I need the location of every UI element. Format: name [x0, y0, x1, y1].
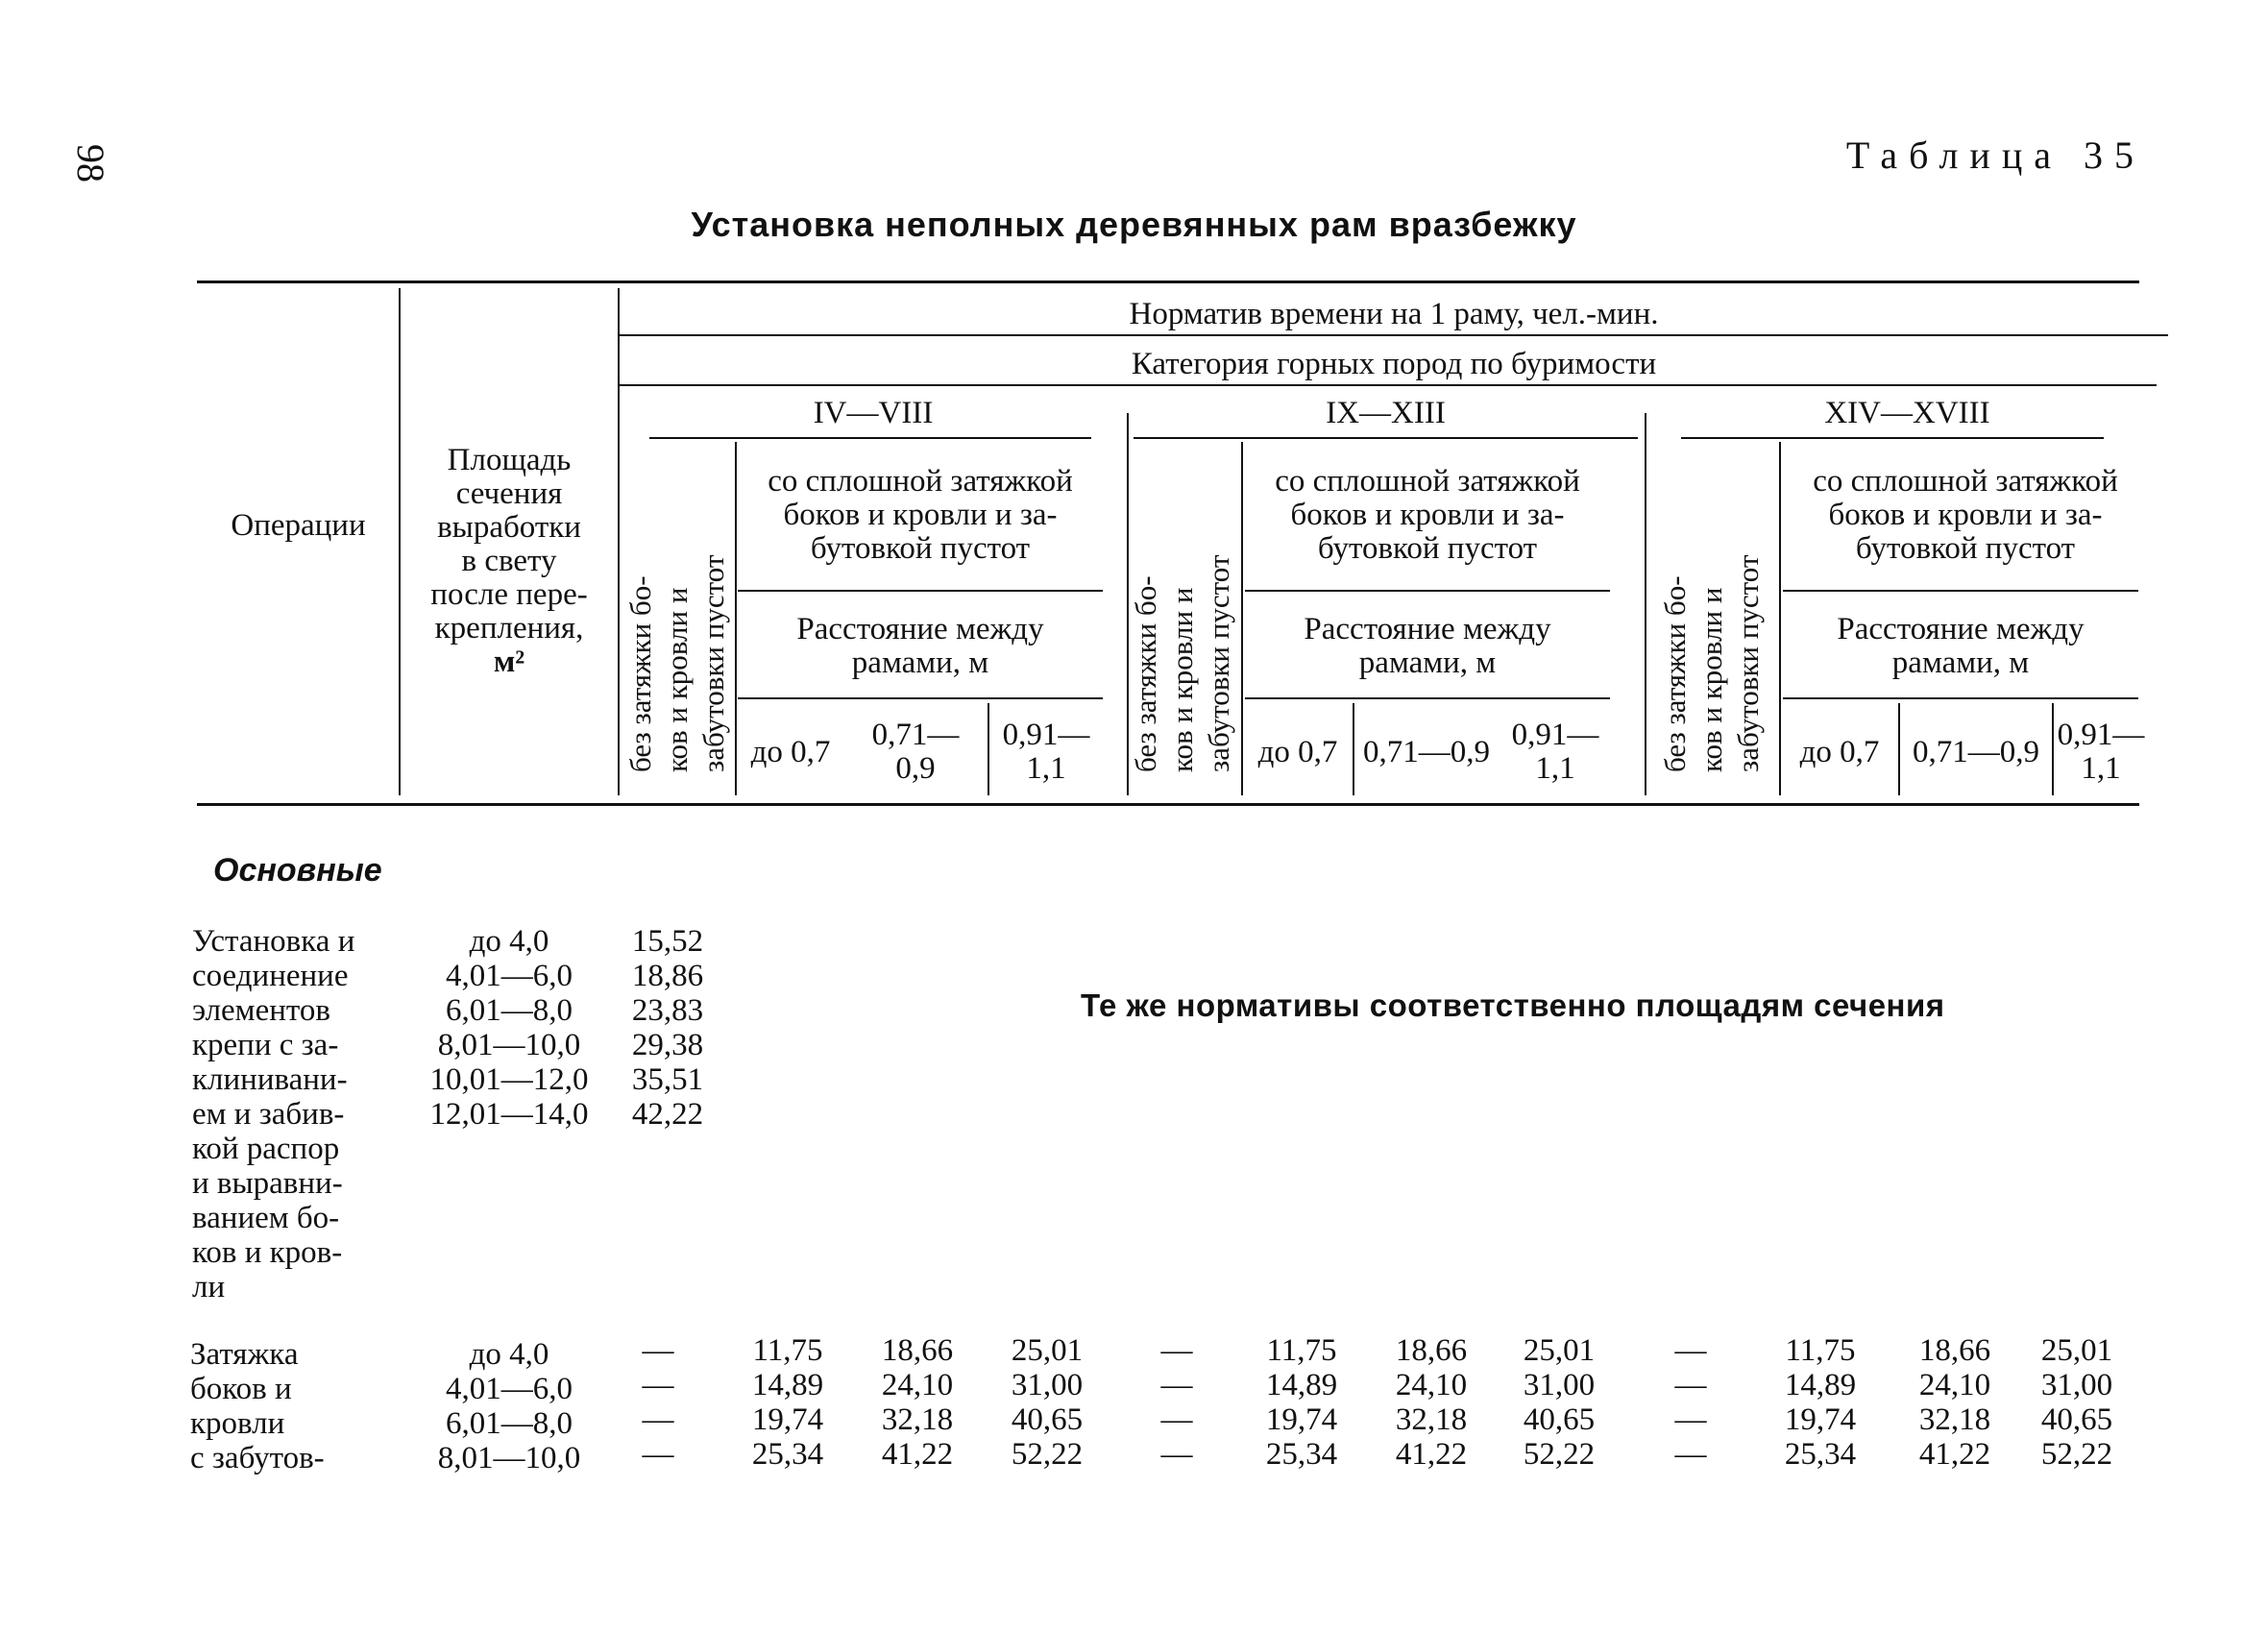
header-distance-3: Расстояние между рамами, м: [1837, 612, 2085, 680]
header-with-2: со сплошной затяжкой боков и кровли и за- бутовкой пустот: [1275, 464, 1580, 566]
header-with-3: со сплошной затяжкой боков и кровли и за- бутовкой пустот: [1813, 464, 2118, 566]
row-1-values: 15,52 18,86 23,83 29,38 35,51 42,22: [631, 924, 704, 1132]
group-rule: [1681, 437, 2104, 439]
group-rule: [649, 437, 1091, 439]
dist-col-d07: до 0,7: [750, 735, 831, 769]
row-1-areas: до 4,0 4,01—6,0 6,01—8,0 8,01—10,0 10,01—12,0 12,01—14,0: [429, 924, 589, 1132]
dist-col-d09: 0,71— 0,9: [871, 718, 960, 786]
divider: [1645, 413, 1646, 795]
row-2-d07-ix-xiii: 11,75 14,89 19,74 25,34: [1265, 1333, 1338, 1472]
dist-col-d11: 0,91— 1,1: [2057, 718, 2145, 786]
row-2-d11-xiv-xviii: 25,01 31,00 40,65 52,22: [2040, 1333, 2113, 1472]
row-2-d09-xiv-xviii: 18,66 24,10 32,18 41,22: [1918, 1333, 1991, 1472]
page-number: 98: [69, 144, 112, 183]
dist-col-d07: до 0,7: [1799, 735, 1880, 769]
dist-col-d09: 0,71—0,9: [1363, 735, 1490, 769]
row-2-d11-iv-viii: 25,01 31,00 40,65 52,22: [1011, 1333, 1084, 1472]
divider: [735, 442, 737, 795]
with-rule: [1783, 590, 2138, 592]
row-2-d09-ix-xiii: 18,66 24,10 32,18 41,22: [1395, 1333, 1468, 1472]
row-1-note: Те же нормативы соответственно площадям сечения: [1081, 987, 1945, 1023]
row-2-dash-iv-viii: — — — —: [642, 1333, 674, 1472]
row-2-dash-ix-xiii: — — — —: [1160, 1333, 1193, 1472]
header-distance-1: Расстояние между рамами, м: [796, 612, 1044, 680]
header-without-3: без затяжки бо- ков и кровли и забутовки пустот: [1658, 554, 1765, 772]
row-2-operation: Затяжка боков и кровли с забутов-: [190, 1337, 325, 1475]
distance-rule: [1783, 697, 2138, 699]
header-without-2: без затяжки бо- ков и кровли и забутовки пустот: [1129, 554, 1235, 772]
distance-rule: [1245, 697, 1610, 699]
header-category: Категория горных пород по буримости: [1131, 347, 1657, 381]
group-ix-xiii: IX—XIII: [1326, 396, 1446, 430]
row-2-dash-xiv-xviii: — — — —: [1674, 1333, 1707, 1472]
header-with-1: со сплошной затяжкой боков и кровли и за- бутовкой пустот: [768, 464, 1073, 566]
table-label: Таблица 35: [1845, 134, 2145, 177]
section-title: Основные: [213, 852, 382, 889]
row-2-d07-iv-viii: 11,75 14,89 19,74 25,34: [751, 1333, 824, 1472]
with-rule: [738, 590, 1103, 592]
row-2-d07-xiv-xviii: 11,75 14,89 19,74 25,34: [1784, 1333, 1857, 1472]
header-operations: Операции: [231, 508, 366, 543]
group-xiv-xviii: XIV—XVIII: [1824, 396, 1990, 430]
with-rule: [1245, 590, 1610, 592]
category-rule: [620, 384, 2157, 386]
dist-col-d11: 0,91— 1,1: [1511, 718, 1599, 786]
header-norm: Норматив времени на 1 раму, чел.-мин.: [1129, 297, 1659, 331]
header-top-rule: [197, 280, 2139, 283]
header-area: Площадь сечения выработки в свету после пере- крепления, м²: [430, 443, 588, 679]
divider: [399, 288, 401, 795]
row-2-d09-iv-viii: 18,66 24,10 32,18 41,22: [881, 1333, 954, 1472]
distance-rule: [738, 697, 1103, 699]
row-2-areas: до 4,0 4,01—6,0 6,01—8,0 8,01—10,0: [437, 1337, 581, 1475]
dist-col-d11: 0,91— 1,1: [1002, 718, 1090, 786]
norm-rule: [620, 334, 2168, 336]
dist-col-d09: 0,71—0,9: [1913, 735, 2039, 769]
row-1-operation: Установка и соединение элементов крепи с за- клинивани- ем и забив- кой распор и выравни- ванием бо- ков и кров- ли: [192, 924, 355, 1304]
group-iv-viii: IV—VIII: [813, 396, 934, 430]
header-without-1: без затяжки бо- ков и кровли и забутовки пустот: [623, 554, 730, 772]
row-2-d11-ix-xiii: 25,01 31,00 40,65 52,22: [1523, 1333, 1596, 1472]
dist-col-d07: до 0,7: [1257, 735, 1338, 769]
header-distance-2: Расстояние между рамами, м: [1304, 612, 1551, 680]
group-rule: [1134, 437, 1638, 439]
table-caption: Установка неполных деревянных рам вразбежку: [691, 205, 1577, 244]
header-bottom-rule: [197, 803, 2139, 806]
